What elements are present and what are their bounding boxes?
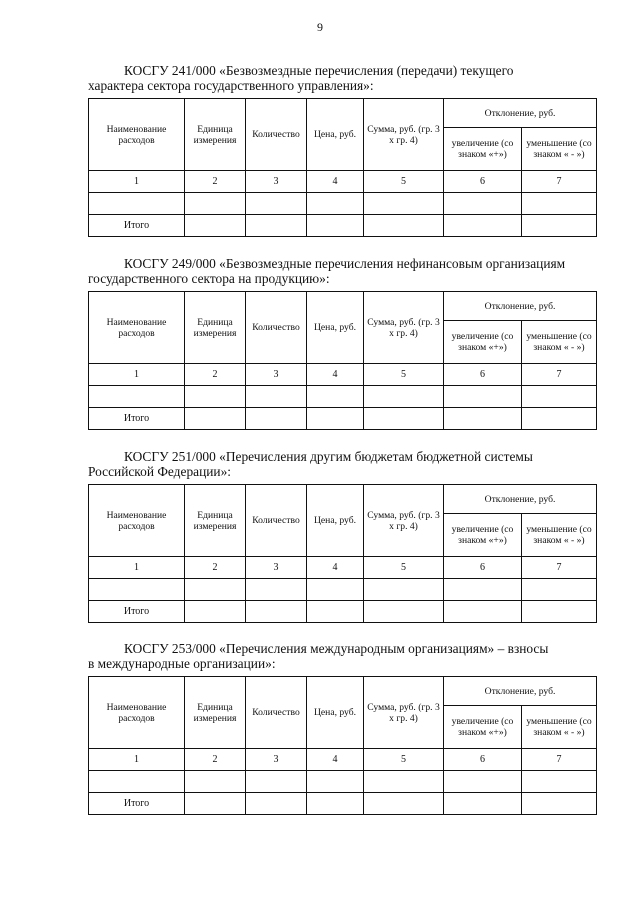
col-header-qty: Количество xyxy=(246,99,307,171)
col-header-increase: увеличение (со знаком «+») xyxy=(444,706,522,749)
table-cell xyxy=(307,215,364,237)
col-header-price: Цена, руб. xyxy=(307,292,364,364)
col-header-increase: увеличение (со знаком «+») xyxy=(444,128,522,171)
column-number-row xyxy=(89,171,597,193)
table-cell xyxy=(444,215,522,237)
column-number-row xyxy=(89,749,597,771)
total-row xyxy=(89,793,597,815)
column-number: 2 xyxy=(185,749,246,771)
column-number: 1 xyxy=(89,171,185,193)
col-header-deviation: Отклонение, руб. xyxy=(444,292,597,321)
col-header-sum: Сумма, руб. (гр. 3 х гр. 4) xyxy=(364,485,444,557)
table-row xyxy=(89,771,597,793)
col-header-qty: Количество xyxy=(246,485,307,557)
total-label: Итого xyxy=(89,793,185,815)
col-header-unit: Единица измерения xyxy=(185,677,246,749)
col-header-price: Цена, руб. xyxy=(307,99,364,171)
table-cell xyxy=(444,386,522,408)
col-header-deviation: Отклонение, руб. xyxy=(444,485,597,514)
column-number: 3 xyxy=(246,171,307,193)
table-cell xyxy=(364,579,444,601)
section-heading xyxy=(88,256,596,286)
column-number: 3 xyxy=(246,749,307,771)
column-number: 5 xyxy=(364,171,444,193)
table-cell xyxy=(444,408,522,430)
table-cell xyxy=(522,193,597,215)
table-cell xyxy=(307,386,364,408)
col-header-name: Наименование расходов xyxy=(89,99,185,171)
heading-line-2: государственного сектора на продукцию»: xyxy=(88,271,330,286)
heading-line-1: КОСГУ 253/000 «Перечисления международным организациям» – взносы xyxy=(124,641,549,656)
heading-line-1: КОСГУ 241/000 «Безвозмездные перечисления (передачи) текущего xyxy=(124,63,514,78)
table-cell xyxy=(522,579,597,601)
table-cell xyxy=(307,601,364,623)
col-header-sum: Сумма, руб. (гр. 3 х гр. 4) xyxy=(364,99,444,171)
col-header-price: Цена, руб. xyxy=(307,677,364,749)
column-number: 4 xyxy=(307,749,364,771)
table-cell xyxy=(185,771,246,793)
table-cell xyxy=(185,386,246,408)
column-number: 7 xyxy=(522,749,597,771)
total-row xyxy=(89,215,597,237)
column-number: 5 xyxy=(364,364,444,386)
table-cell xyxy=(246,771,307,793)
table-cell xyxy=(185,193,246,215)
table-cell xyxy=(89,193,185,215)
table-cell xyxy=(364,386,444,408)
table-cell xyxy=(522,386,597,408)
table-row xyxy=(89,193,597,215)
table-cell xyxy=(522,408,597,430)
table-cell xyxy=(246,793,307,815)
col-header-decrease: уменьшение (со знаком « - ») xyxy=(522,706,597,749)
column-number: 6 xyxy=(444,557,522,579)
table-cell xyxy=(185,579,246,601)
table-cell xyxy=(185,793,246,815)
table-cell xyxy=(444,771,522,793)
column-number: 4 xyxy=(307,171,364,193)
column-number-row xyxy=(89,364,597,386)
table-cell xyxy=(444,579,522,601)
col-header-increase: увеличение (со знаком «+») xyxy=(444,514,522,557)
table-cell xyxy=(522,215,597,237)
col-header-deviation: Отклонение, руб. xyxy=(444,99,597,128)
column-number: 5 xyxy=(364,557,444,579)
col-header-qty: Количество xyxy=(246,292,307,364)
table-cell xyxy=(246,579,307,601)
table-cell xyxy=(522,771,597,793)
total-label: Итого xyxy=(89,408,185,430)
expense-table xyxy=(88,484,597,623)
col-header-qty: Количество xyxy=(246,677,307,749)
table-cell xyxy=(246,601,307,623)
table-cell xyxy=(522,601,597,623)
table-cell xyxy=(246,386,307,408)
table-cell xyxy=(89,579,185,601)
table-cell xyxy=(307,579,364,601)
col-header-unit: Единица измерения xyxy=(185,99,246,171)
table-cell xyxy=(246,215,307,237)
section-heading xyxy=(88,63,596,93)
section-kosgu-253 xyxy=(88,641,596,815)
table-cell xyxy=(89,386,185,408)
col-header-unit: Единица измерения xyxy=(185,292,246,364)
column-number: 4 xyxy=(307,557,364,579)
table-cell xyxy=(522,793,597,815)
col-header-decrease: уменьшение (со знаком « - ») xyxy=(522,128,597,171)
col-header-name: Наименование расходов xyxy=(89,677,185,749)
heading-line-2: Российской Федерации»: xyxy=(88,464,231,479)
table-cell xyxy=(89,771,185,793)
table-cell xyxy=(307,793,364,815)
table-cell xyxy=(364,193,444,215)
table-cell xyxy=(307,193,364,215)
column-number: 2 xyxy=(185,364,246,386)
col-header-name: Наименование расходов xyxy=(89,485,185,557)
table-cell xyxy=(364,771,444,793)
column-number: 6 xyxy=(444,749,522,771)
heading-line-1: КОСГУ 249/000 «Безвозмездные перечисления нефинансовым организациям xyxy=(124,256,566,271)
table-cell xyxy=(185,408,246,430)
column-number: 3 xyxy=(246,364,307,386)
table-row xyxy=(89,579,597,601)
col-header-unit: Единица измерения xyxy=(185,485,246,557)
total-label: Итого xyxy=(89,601,185,623)
column-number: 5 xyxy=(364,749,444,771)
col-header-deviation: Отклонение, руб. xyxy=(444,677,597,706)
table-cell xyxy=(185,215,246,237)
table-cell xyxy=(246,408,307,430)
total-row xyxy=(89,408,597,430)
table-cell xyxy=(364,793,444,815)
table-cell xyxy=(307,408,364,430)
column-number-row xyxy=(89,557,597,579)
table-cell xyxy=(364,215,444,237)
total-label: Итого xyxy=(89,215,185,237)
col-header-sum: Сумма, руб. (гр. 3 х гр. 4) xyxy=(364,292,444,364)
column-number: 7 xyxy=(522,171,597,193)
col-header-decrease: уменьшение (со знаком « - ») xyxy=(522,514,597,557)
col-header-increase: увеличение (со знаком «+») xyxy=(444,321,522,364)
expense-table xyxy=(88,676,597,815)
heading-line-2: характера сектора государственного управления»: xyxy=(88,78,374,93)
column-number: 6 xyxy=(444,171,522,193)
column-number: 1 xyxy=(89,749,185,771)
table-cell xyxy=(364,408,444,430)
table-cell xyxy=(246,193,307,215)
page-number: 9 xyxy=(317,20,323,34)
heading-line-1: КОСГУ 251/000 «Перечисления другим бюджетам бюджетной системы xyxy=(124,449,533,464)
table-cell xyxy=(307,771,364,793)
column-number: 4 xyxy=(307,364,364,386)
table-cell xyxy=(444,793,522,815)
total-row xyxy=(89,601,597,623)
col-header-decrease: уменьшение (со знаком « - ») xyxy=(522,321,597,364)
column-number: 1 xyxy=(89,364,185,386)
section-kosgu-249 xyxy=(88,256,596,430)
col-header-sum: Сумма, руб. (гр. 3 х гр. 4) xyxy=(364,677,444,749)
column-number: 7 xyxy=(522,364,597,386)
expense-table xyxy=(88,291,597,430)
table-cell xyxy=(444,193,522,215)
table-row xyxy=(89,386,597,408)
section-heading xyxy=(88,641,596,671)
table-cell xyxy=(185,601,246,623)
column-number: 2 xyxy=(185,557,246,579)
section-kosgu-241 xyxy=(88,63,596,237)
expense-table xyxy=(88,98,597,237)
column-number: 2 xyxy=(185,171,246,193)
table-cell xyxy=(364,601,444,623)
column-number: 6 xyxy=(444,364,522,386)
section-heading xyxy=(88,449,596,479)
table-cell xyxy=(444,601,522,623)
column-number: 3 xyxy=(246,557,307,579)
section-kosgu-251 xyxy=(88,449,596,623)
column-number: 7 xyxy=(522,557,597,579)
col-header-name: Наименование расходов xyxy=(89,292,185,364)
column-number: 1 xyxy=(89,557,185,579)
col-header-price: Цена, руб. xyxy=(307,485,364,557)
heading-line-2: в международные организации»: xyxy=(88,656,276,671)
